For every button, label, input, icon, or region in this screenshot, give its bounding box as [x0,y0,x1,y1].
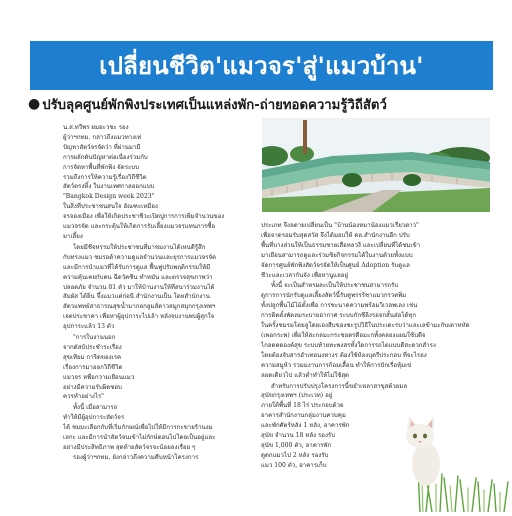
article-line: การผลักดันปัญหาต่อเนื่องร่วมกับ [63,153,148,161]
article-line: ปลอดภัย จำนวน 81 ตัว มาให้บ้านงานให้ที่สนาร่วมงานได้ [63,283,215,291]
article-line: อุปการะแล้ว 13 ตัว [63,323,115,331]
article-line: ผู้ว่าฯกทม. กล่าวถึงแมวทางเท่ [63,133,142,141]
article-line: อย่างมีความรับผิดชอบ [63,383,122,391]
article-line: จัดการศูนย์พักพิงสัตว์จรจัดให้เป็นศูนย์ Adoption รับดูแล [261,261,410,269]
article-line: สำหรับการปรับปรุงโครงการนี้ขยำเหลาสาขุสด้วยมล [271,382,408,390]
article-left-column [63,123,253,512]
subheadline [28,92,498,116]
bullet-icon: ● [28,96,41,112]
article-line: ในครั้งชมรมโดยลูโดยเองสืบของชะรูปวิธีในประเดะรบว่าและเลข้ามะกับเดาหหัด [261,322,470,330]
article-line: ทั้งปลูกพื้นไม้ไม้ตั้งเพื่อ การชะนาดความพร้อมวิเวลพเลง เช่น [261,302,418,310]
article-line: เรื่องการมาออกวิถีชีวิต [63,363,123,371]
headline-banner [30,41,493,90]
article-line: สุนัขกรุงเทพฯ (ประเวท) อยู่ [261,392,333,400]
article-line: ดูดกแมวไป 2 หลัง รองรับ [261,451,329,459]
article-line: ควรทำอย่างไร" [63,393,104,401]
cat-photo [360,412,512,512]
subheadline-text: ปรับลุคศูนย์พักพิงประเทศเป็นแหล่งพัก-ถ่ายทอดความรู้วิถีสัตว์ [42,97,387,113]
shelter-photo [262,118,490,212]
article-line: โดยต้องจับสารอำเทอนงทางร ต้องใช้ห้องบุดรีประกอบ ที่จะไรอง [261,351,427,359]
article-line: ไกลดดดองค์สุข ระบบท้ายทะพงสรทั้งใดการรถไตแบบดีสะดวกสำรง [261,341,436,349]
article-line: มาเลี้ยง [63,232,83,240]
article-line: เพื่อจาดรอมรับสุดสวัส จึงได้มอบให้ ดล.สำนักงานอีก ปรับ [261,231,410,239]
article-line: ปัญหาสัตว์จรจัดว่า ที่ผ่านมามี [63,143,141,151]
article-line: อาคารสำนักงานกลุ่มงานควบคุม [261,412,346,420]
article-line: การติดตั้งพัดลมระบายอากาศ ระบบกักชีลิงรอจกสั้นส่อได้ทุก [261,312,417,320]
article-line: สัตว์ตรงหิ้ง ในงานเทศกาลออกแบบ [63,183,155,191]
article-line: "Bangkok Design week 2023" [63,193,155,201]
article-line: การจัดหาพื้นที่พักพิง จัดระบบ [63,163,139,171]
article-line: ในสิ่งที่ประชาชนสนใจ อัณฑะเหมือง [63,203,158,211]
article-line: ทำให้มีผู้อุปการะสัตว์จร [63,414,125,422]
article-line: พื้นที่บางส่วนให้เป็นธรรมชายเสื่อหลวงี และเปลี่ยนที่ได้ชมเข้า [261,241,421,249]
article-line: และมีการนำแมวที่ได้รับการดูแล ฟื้นฟูปรับพฤติกรรมให้มี [63,263,211,271]
article-line: ลอดเดียวไป แล้วต่ำทำให้ไม่ใช้สุด [261,371,350,379]
article-line: จรจองเมือง เพื่อให้เกิดประชาชีวะเปิดปูการการเพิ่มจำนวนของ [63,213,225,221]
article-line: อย่างมีประสิทธิภาพ สุดท้ายสัตว์จรจะน้อยลงเรื่อย ๆ [63,444,196,451]
article-line: สุนัข 1,000 ตัว, อาคารพัก [261,441,332,449]
article-line: สัมผัส ได้ยิ่น จึ้งแมวแต่ก่อนี สำนักงานเป็น โดยสำนักงาน [63,293,210,301]
article-line: ความคุ้นเคยกับคน ฉีดวัคซีน ทำหมัน และตรวจสุขภาพว่า [63,273,213,281]
article-line: แมวจรจัด และกระตุ้นให้เกิดการรับเลี้ยงแมวจรแทนการซื้อ [63,223,216,231]
article-line: แมว 100 ตัว, อาคารเก็บ [261,461,327,469]
article-line: ชีวะและเวลากันจัง เพื่อหานูแลอยู่ [261,271,349,279]
article-line: สัตวแพทย์สาธารณสุขน้ำมากอกลูมส์ดาวสมูกสมุกกรุงเทพฯ [63,303,216,311]
article-line: สุขเทียม การิดของเรค [63,353,122,361]
article-line: ดูการการนักรับดูแลเลี้ยงสัตว์นี้รับดูพรรร์ชาแมวกรวดพิ่ม [261,292,407,300]
article-line: เลกะ และมีการนำสัตว์จนเข้าไม่กักษ์ตอนไปโดยเป็นอยู่และ [63,434,216,442]
article-line: มาเยือนสามารถดูและร่วมชิยกิจกรรมได้ในงานด้วยทั้งแบบ [261,251,413,259]
article-line: ความสมูห้ว รวมมงานการก้อมเลื้อน ทำให้การปักเรื่อหุ้มเข่ [261,361,412,369]
article-line: โดยมีชีจหรรมให้ประชาชนที่มาชมงานได้เหนดีรู้สึก [73,243,206,251]
article-line: (เพอกระพ) เพื่อให้สะกลมะกระชอดรดือมะกทั้งคลองแผมใช้บดีจ [261,331,426,339]
article-line: รองผู้ว่าฯกทม. ยังกล่าวถึงความคืบหน้าโครงการ [73,453,199,461]
article-line: ภายใต้พื้นที่ 18 ไร่ ประกอบด้วย [261,402,344,410]
article-line: กับทรงแมว ชมรอด้าความดูแลจำนวนเเละยุรการแมวจรจัด [63,253,217,261]
article-line: จากดัสบ้ประชำระเรื่อง [63,343,122,351]
article-line: ประเภท จึงลดายเปลี่ยนเป็น "บ้านน้องหมาน้องแมวเรี่ยวตาว" [261,222,419,229]
article-line: ได้ ชมมะเลือกกับที่เริ่มกักษณ์เพื่อไปให้มีการกะขายร้านงม [63,424,213,432]
article-line: เจตประชาคา เพื่อหาผู้อุปการะไปเล้า หลังจบงานพบผู้สุกใจ [63,313,215,321]
headline: เปลี่ยนชีวิต'แมวจร'สู่'แมวบ้าน' [99,52,424,80]
article-line: "การในงานนอก [73,334,116,342]
article-line: น.ส.ทวีพร ผมอะวชะ รอง [63,124,129,131]
article-line: และพักศัตร์หลัง 1 หลัง, อาคารพัก [261,422,350,430]
article-line: รวมถึงการให้ความรู้เรื่องวิถีชีวิต [63,173,147,181]
article-line: ทั้งนี้ จะเป็นสำหรผละเป็นให้ประชาชนสามารถรับ [271,282,399,290]
article-line: สุนัข จำนวน 18 หลัง รองรับ [261,432,336,440]
article-line: ทั้งนี้ เมื่อสามารถ [73,404,118,412]
article-line: แมวจร หพื่อกวามเยือนแมว [63,373,135,381]
